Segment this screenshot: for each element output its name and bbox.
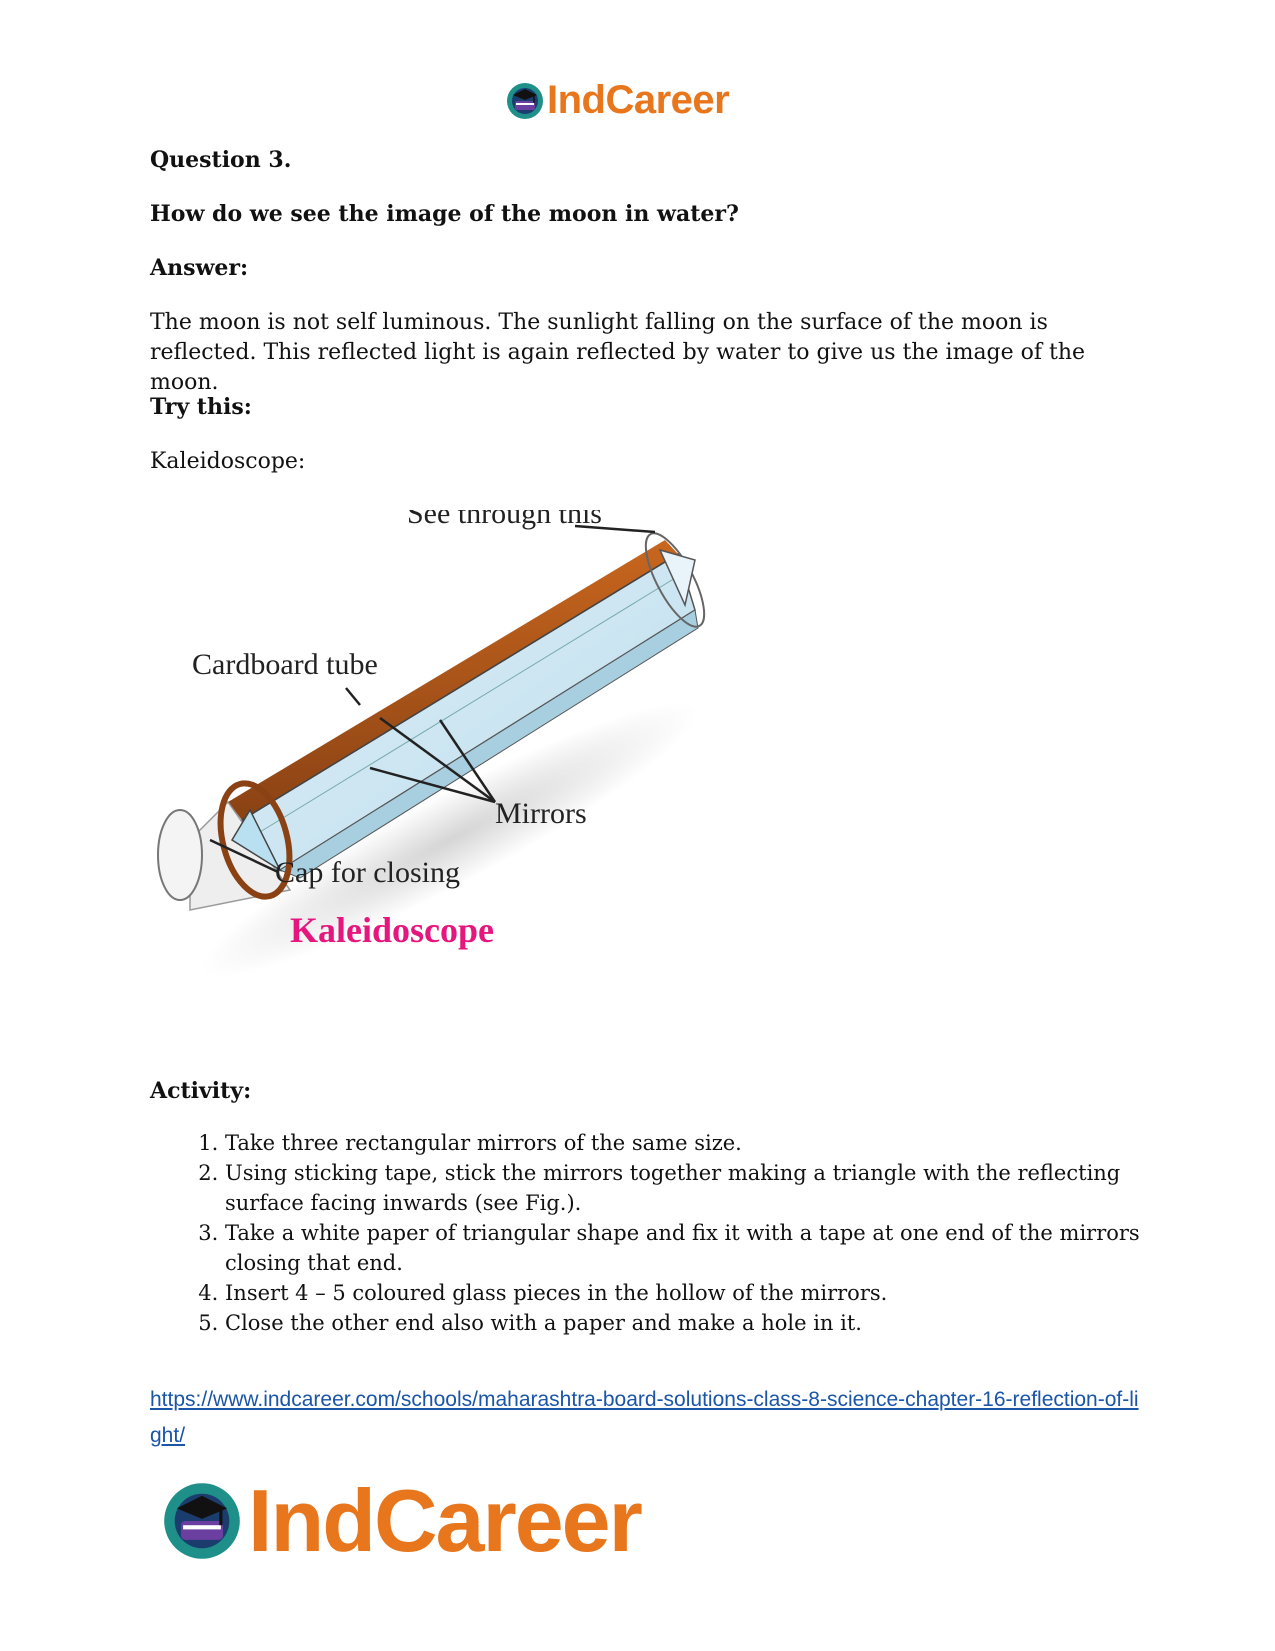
leader-tube [346, 688, 360, 705]
logo-emblem-icon [505, 81, 545, 121]
label-cardboard-tube: Cardboard tube [192, 648, 378, 681]
label-mirrors: Mirrors [495, 797, 587, 830]
kaleidoscope-diagram [150, 510, 750, 1000]
list-item: 3. Take a white paper of triangular shape and fix it with a tape at one end of the mirrors closing that end. [225, 1218, 1205, 1278]
logo-text: IndCareer [547, 78, 730, 122]
try-this-label: Try this: [150, 394, 252, 420]
source-link[interactable]: https://www.indcareer.com/schools/maharashtra-board-solutions-class-8-science-chapter-16-reflection-of-light/ [150, 1388, 1139, 1447]
logo-text: IndCareer [248, 1471, 641, 1570]
footer-logo [160, 1470, 641, 1572]
kaleidoscope-figure [150, 510, 750, 1004]
activity-steps [150, 1128, 1205, 1338]
try-this-item: Kaleidoscope: [150, 449, 306, 474]
activity-label: Activity: [150, 1078, 252, 1104]
list-item: 4. Insert 4 – 5 coloured glass pieces in the hollow of the mirrors. [225, 1278, 1205, 1308]
question-number: Question 3. [150, 147, 292, 173]
question-text: How do we see the image of the moon in water? [150, 201, 739, 227]
list-item: 1. Take three rectangular mirrors of the same size. [225, 1128, 1205, 1158]
logo-emblem-icon [160, 1479, 244, 1563]
list-item: 5. Close the other end also with a paper and make a hole in it. [225, 1308, 1205, 1338]
figure-caption: Kaleidoscope [290, 910, 494, 950]
label-see-through: See through this [407, 510, 602, 530]
label-cap: Cap for closing [275, 856, 460, 889]
list-item: 2. Using sticking tape, stick the mirrors together making a triangle with the reflecting surface facing inwards (see Fig.). [225, 1158, 1205, 1218]
cap-end-ellipse [158, 810, 202, 900]
header-logo [505, 78, 729, 123]
answer-text: The moon is not self luminous. The sunlight falling on the surface of the moon is reflected. This reflected light is again reflected by water to give us the image of the moon. [150, 310, 1086, 395]
answer-label: Answer: [150, 255, 249, 281]
